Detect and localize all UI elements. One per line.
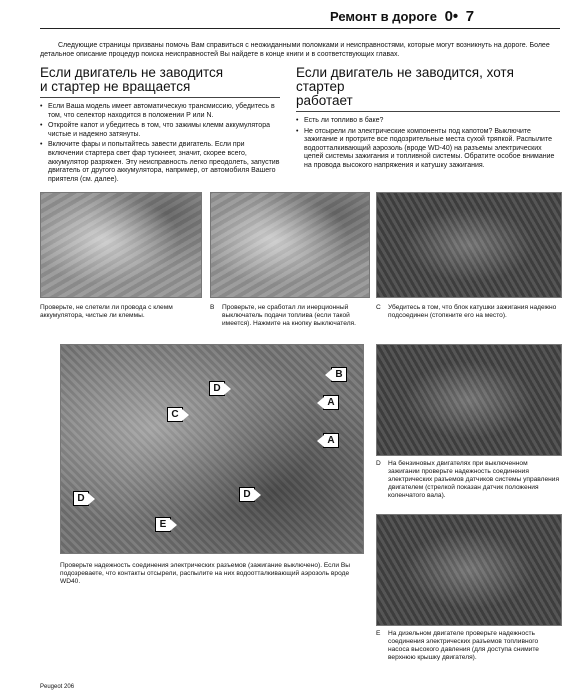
callout-d: D [239,487,255,502]
caption-photo-e [376,630,560,662]
right-title-rule [296,111,560,112]
caption-d-text: На бензиновых двигателях при выключенном зажигании проверьте надежность соединения электрических разъемов датчиков системы управления двигателем (стрелкой показан датчик положения коленчатого вала). [388,460,560,499]
photo-diesel-pump [376,514,562,626]
photo-ignition-coil [376,192,562,298]
caption-e-text: На дизельном двигателе проверьте надежность соединения электрических разъемов топливного насоса высокого давления (для доступа снимите верхнюю крышку двигателя). [388,630,539,661]
caption-photo-c [376,304,560,320]
intro-paragraph: Следующие страницы призваны помочь Вам справиться с неожиданными поломками и неисправностями, которые могут возникнуть на дороге. Более детальное описание процедур поиска неисправностей Вы найдете в конце книги и в соответствующих главах. [40,42,550,58]
caption-d-letter: D [376,460,381,467]
left-bullet: • Откройте капот и убедитесь в том, что зажимы клемм аккумулятора чистые и надежно затянуты. [40,122,280,139]
header-rule [40,28,560,29]
callout-e: E [155,517,171,532]
page-header [330,8,474,25]
callout-b: B [331,367,347,382]
page-number: 7 [465,8,475,25]
photo-engine-bay [60,344,364,554]
photo-battery-terminals [40,192,202,298]
left-bullet: • Если Ваша модель имеет автоматическую трансмиссию, убедитесь в том, что селектор находится в положении P или N. [40,103,280,120]
left-column [40,66,280,186]
caption-a-text: Проверьте, не слетели ли провода с клемм аккумулятора, чистые ли клеммы. [40,304,173,319]
caption-photo-b [210,304,368,328]
header-section: 0• [444,8,459,25]
callout-c: C [167,407,183,422]
caption-engine-bay: Проверьте надежность соединения электрических разъемов (зажигание выключено). Если Вы подозреваете, что контакты отсырели, распылите на них водоотталкивающий аэрозоль вроде WD40. [60,562,350,585]
right-title-line2: работает [296,93,353,108]
caption-photo-d [376,460,560,500]
caption-b-letter: B [210,304,215,311]
header-title: Ремонт в дороге [330,9,437,24]
left-title-rule [40,97,280,98]
right-column [296,66,560,173]
footer-model: Peugeot 206 [40,684,75,690]
left-title-line1: Если двигатель не заводится [40,65,224,80]
caption-photo-a [40,304,200,320]
caption-b-text: Проверьте, не сработал ли инерционный выключатель подачи топлива (если такой имеется). Нажмите на кнопку выключателя. [222,304,356,327]
right-bullet: • Не отсырели ли электрические компоненты под капотом? Выключите зажигание и протрите все подозрительные места сухой тряпкой. Распылите водоотталкивающий аэрозоль (вроде WD-40) на разъемы электрических цепей системы зажигания и топливной системы. Обратите особое внимание на провода высокого напряжения и катушку зажигания. [296,128,560,171]
callout-d: D [73,491,89,506]
callout-d: D [209,381,225,396]
right-bullet: • Есть ли топливо в баке? [296,117,560,126]
callout-a: A [323,433,339,448]
left-bullet: • Включите фары и попытайтесь завести двигатель. Если при включении стартера свет фар тускнеет, значит, скорее всего, аккумулятор разряжен. Эту неисправность легко преодолеть, запустив двигатель от другого аккумулятора, например, от автомобиля Вашего приятеля (см. далее). [40,141,280,184]
callout-a: A [323,395,339,410]
caption-c-letter: C [376,304,381,311]
left-title-line2: и стартер не вращается [40,79,191,94]
caption-c-text: Убедитесь в том, что блок катушки зажигания надежно подсоединен (стопкните его на место). [388,304,557,319]
photo-crankshaft-sensor [376,344,562,456]
photo-inertia-switch [210,192,370,298]
caption-e-letter: E [376,630,381,637]
right-title-line1: Если двигатель не заводится, хотя стартер [296,65,514,94]
